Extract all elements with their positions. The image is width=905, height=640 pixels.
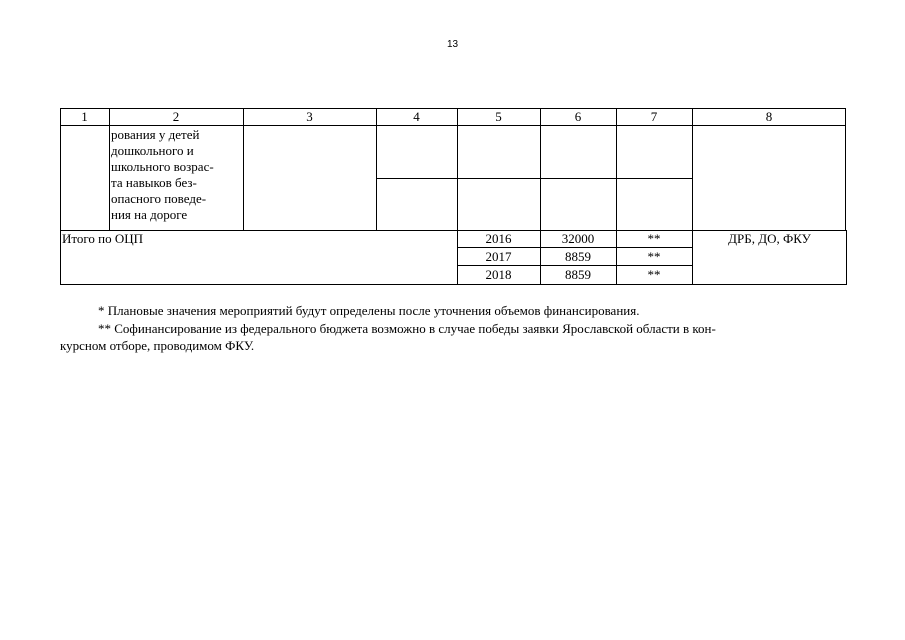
total-amount: 8859: [565, 249, 591, 264]
totals-label: Итого по ОЦП: [62, 231, 144, 246]
header-cell-8: 8: [765, 109, 773, 124]
total-amount: 32000: [561, 231, 595, 246]
activity-line: та навыков без-: [111, 175, 197, 190]
body-inner-divider: [376, 178, 692, 179]
header-cell-5: 5: [495, 109, 502, 124]
totals-executors: ДРБ, ДО, ФКУ: [728, 231, 811, 246]
activity-line: дошкольного и: [111, 143, 194, 158]
total-federal: **: [647, 249, 661, 264]
footnote-cofinancing-line1: ** Софинансирование из федерального бюджета возможно в случае победы заявки Ярославской области в кон-: [98, 321, 716, 336]
activity-line: опасного поведе-: [111, 191, 207, 206]
total-amount: 8859: [565, 267, 591, 282]
body-divider: [109, 126, 110, 230]
body-border-right: [845, 126, 846, 230]
footnote-plan: * Плановые значения мероприятий будут определены после уточнения объемов финансирования.: [98, 303, 640, 318]
activity-line: ния на дороге: [111, 207, 188, 222]
header-cell-2: 2: [172, 109, 180, 124]
total-federal: **: [647, 231, 661, 246]
activity-description: [111, 127, 243, 223]
total-federal: **: [647, 267, 661, 282]
total-year: 2018: [485, 267, 512, 282]
totals-row-divider: [457, 265, 692, 266]
header-cell-1: 1: [81, 109, 88, 124]
body-divider: [243, 126, 244, 230]
page-number: 13: [446, 39, 459, 50]
body-divider: [692, 126, 693, 230]
header-cell-7: 7: [650, 109, 658, 124]
total-year: 2017: [485, 249, 512, 264]
activity-line: школьного возрас-: [111, 159, 214, 174]
body-border-left: [60, 126, 61, 230]
totals-row-divider: [457, 247, 692, 248]
activity-line: рования у детей: [111, 127, 200, 142]
header-cell-6: 6: [574, 109, 582, 124]
footnote-cofinancing-line2: курсном отборе, проводимом ФКУ.: [60, 338, 255, 353]
header-cell-4: 4: [413, 109, 420, 124]
total-year: 2016: [485, 231, 512, 246]
header-cell-3: 3: [306, 109, 313, 124]
